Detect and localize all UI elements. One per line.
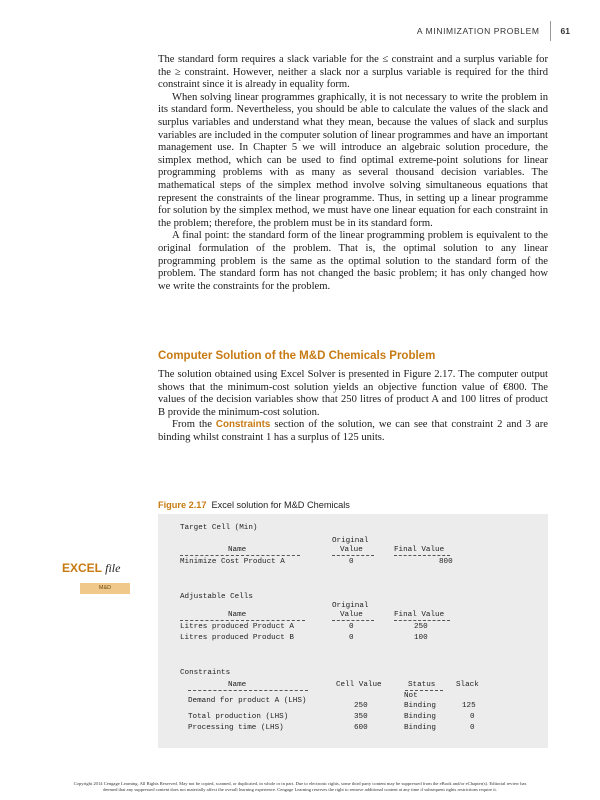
constraint-row-3-value: 600 xyxy=(354,724,368,732)
target-row-original: 0 xyxy=(349,558,354,566)
footer-line-2: deemed that any suppressed content does not materially affect the overall learning experience. Cengage Learning reserves the right to remove additional content at any time if subsequent rights restrictions require it. xyxy=(103,787,497,792)
paragraph-standard-form: The standard form requires a slack variable for the ≤ constraint and a surplus variable for the ≥ constraint. However, neither a slack nor a surplus variable is required for the third constraint since it is already in equality form. xyxy=(158,54,548,91)
figure-number: Figure 2.17 xyxy=(158,500,207,510)
adjustable-row-b-name: Litres produced Product B xyxy=(180,634,294,642)
adjustable-cells-title: Adjustable Cells xyxy=(180,593,253,601)
constraints-text-after: section of the solution, we can see that constraint 2 and 3 are binding whilst constraint 1 has a surplus of 125 units. xyxy=(158,419,548,443)
file-word: file xyxy=(105,561,121,575)
target-row-name: Minimize Cost Product A xyxy=(180,558,285,566)
constraints-text-before: From the xyxy=(172,419,216,431)
running-header xyxy=(417,21,570,41)
footer-line-1: Copyright 2014 Cengage Learning. All Rights Reserved. May not be copied, scanned, or duplicated, in whole or in part. Due to electronic rights, some third party content may be suppressed from the eBook and/or eChapter(s). Editorial review has xyxy=(73,781,527,786)
target-cell-title: Target Cell (Min) xyxy=(180,524,258,532)
adjustable-name-header: Name xyxy=(228,611,247,619)
page-number: 61 xyxy=(560,26,570,36)
constraints-title: Constraints xyxy=(180,669,231,677)
target-original-header: Original xyxy=(332,537,369,545)
target-value-header: Value xyxy=(340,546,363,554)
target-value-rule xyxy=(332,555,374,556)
constraints-status-rule xyxy=(405,690,443,691)
constraint-row-2-slack: 0 xyxy=(470,713,475,721)
target-row-final: 800 xyxy=(439,558,453,566)
excel-file-label xyxy=(62,561,120,576)
figure-title: Excel solution for M&D Chemicals xyxy=(211,500,350,510)
adjustable-row-b-final: 100 xyxy=(414,634,428,642)
constraint-row-2-name: Total production (LHS) xyxy=(188,713,289,721)
constraint-row-2-status: Binding xyxy=(404,713,436,721)
constraint-row-1-name: Demand for product A (LHS) xyxy=(188,697,307,705)
adjustable-original-header: Original xyxy=(332,602,369,610)
section-heading: Computer Solution of the M&D Chemicals Problem xyxy=(158,350,436,362)
constraints-name-rule xyxy=(188,690,308,691)
adjustable-row-a-name: Litres produced Product A xyxy=(180,623,294,631)
constraints-cell-value-header: Cell Value xyxy=(336,681,382,689)
adjustable-name-rule xyxy=(180,620,305,621)
adjustable-final-header: Final Value xyxy=(394,611,445,619)
constraints-slack-header: Slack xyxy=(456,681,479,689)
constraint-row-1-slack: 125 xyxy=(462,702,476,710)
target-final-header: Final Value xyxy=(394,546,445,554)
target-name-rule xyxy=(180,555,300,556)
constraints-name-header: Name xyxy=(228,681,247,689)
constraint-row-1-value: 250 xyxy=(354,702,368,710)
adjustable-row-b-original: 0 xyxy=(349,634,354,642)
constraints-keyword: Constraints xyxy=(215,419,271,431)
paragraph-simplex: When solving linear programmes graphically, it is not necessary to write the problem in its standard form. Nevertheless, you should be able to calculate the values of the slack and surplus variables and understand what they mean, because the values of slack and surplus variables are included in the computer solution of linear programmes and have an important management use. In Chapter 5 we will introduce an algebraic solution procedure, the simplex method, which can be used to find optimal extreme-point solutions for linear programming problems with as many as several thousand decision variables. The mathematical steps of the simplex method involve solving simultaneous equations that represent the constraints of the linear programme. Thus, in setting up a linear programme for solution by the simplex method, we must have one linear equation for each constraint in the problem; therefore, the problem must be in its standard form. xyxy=(158,91,548,229)
constraint-row-2-value: 350 xyxy=(354,713,368,721)
figure-caption xyxy=(158,500,350,510)
constraint-row-1-status-line1: Not xyxy=(404,692,418,700)
excel-solution-output xyxy=(158,514,548,748)
header-title: A MINIMIZATION PROBLEM xyxy=(416,26,540,36)
constraint-row-3-slack: 0 xyxy=(470,724,475,732)
copyright-footer xyxy=(30,781,570,793)
excel-word: EXCEL xyxy=(62,561,102,575)
target-name-header: Name xyxy=(228,546,247,554)
target-final-rule xyxy=(394,555,450,556)
constraints-status-header: Status xyxy=(408,681,436,689)
section-text xyxy=(158,369,548,445)
body-text xyxy=(158,54,548,293)
file-badge: M&D xyxy=(80,583,130,594)
paragraph-final-point: A final point: the standard form of the linear programming problem is equivalent to the original formulation of the problem. That is, the optimal solution to any linear programming problem is the same as the optimal solution to the standard form of the problem. The standard form has not changed the basic problem; it has only changed how we write the constraints for the problem. xyxy=(158,230,548,292)
adjustable-value-rule xyxy=(332,620,374,621)
constraint-row-3-name: Processing time (LHS) xyxy=(188,724,284,732)
header-divider xyxy=(550,21,551,41)
paragraph-excel-solution: The solution obtained using Excel Solver is presented in Figure 2.17. The computer output shows that the minimum-cost solution yields an objective function value of €800. The values of the decision variables show that 250 litres of product A and 100 litres of product B provide the minimum-cost solution. xyxy=(158,369,548,418)
constraint-row-3-status: Binding xyxy=(404,724,436,732)
constraint-row-1-status-line2: Binding xyxy=(404,702,436,710)
adjustable-final-rule xyxy=(394,620,450,621)
adjustable-value-header: Value xyxy=(340,611,363,619)
adjustable-row-a-original: 0 xyxy=(349,623,354,631)
paragraph-constraints xyxy=(158,419,548,444)
adjustable-row-a-final: 250 xyxy=(414,623,428,631)
